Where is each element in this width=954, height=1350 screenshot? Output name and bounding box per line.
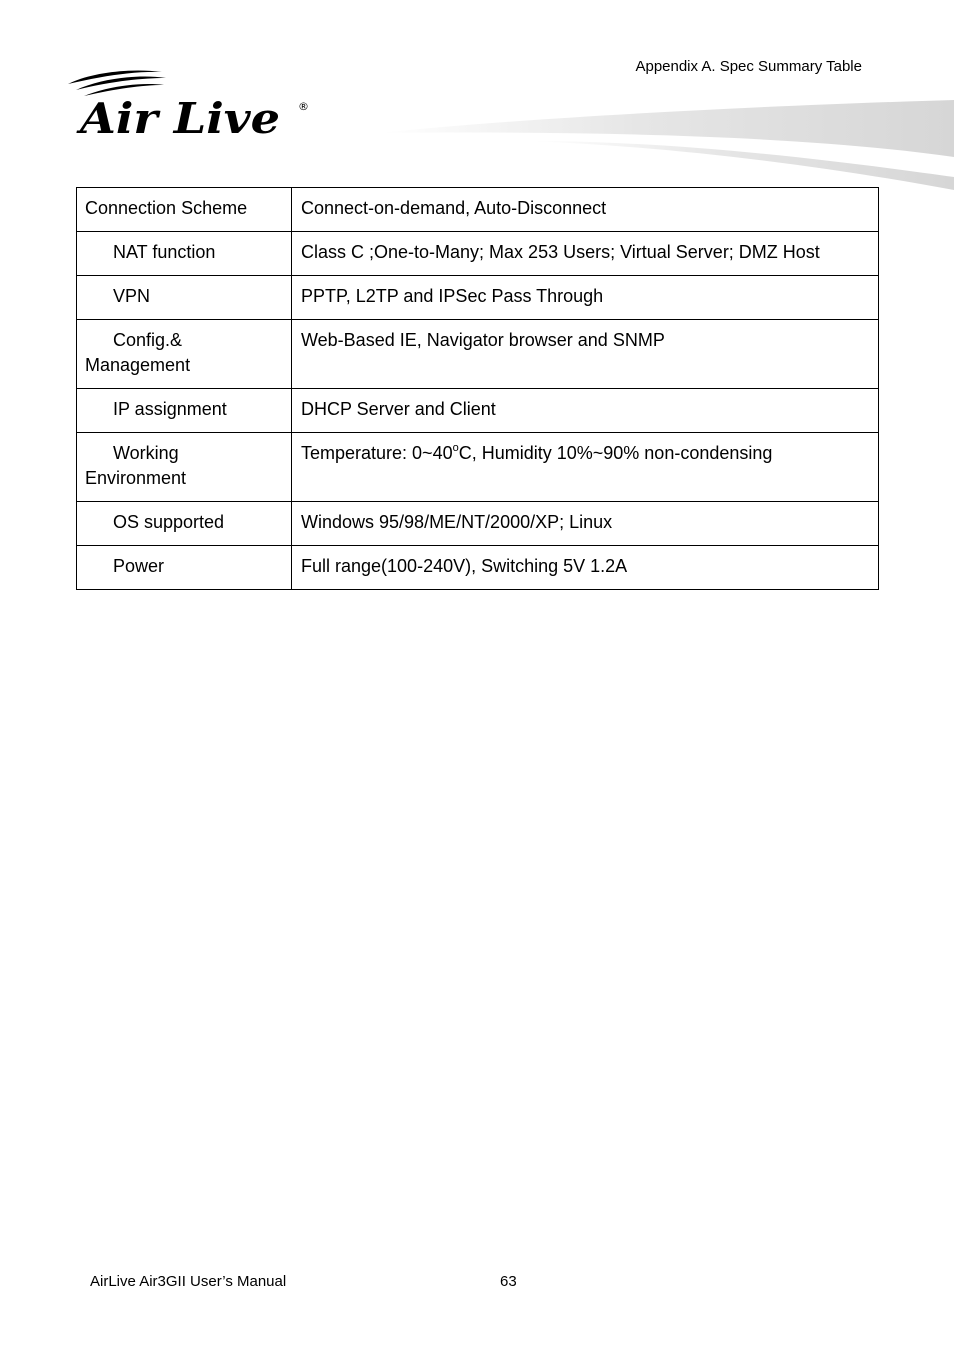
spec-value: Full range(100-240V), Switching 5V 1.2A xyxy=(292,546,879,590)
spec-value: Windows 95/98/ME/NT/2000/XP; Linux xyxy=(292,502,879,546)
spec-label: Config.& Management xyxy=(77,320,292,389)
footer-page-number: 63 xyxy=(500,1273,517,1290)
footer-manual-title: AirLive Air3GII User’s Manual xyxy=(90,1273,287,1290)
table-row xyxy=(77,276,879,320)
spec-value: PPTP, L2TP and IPSec Pass Through xyxy=(292,276,879,320)
spec-label: Connection Scheme xyxy=(77,188,292,232)
table-row xyxy=(77,188,879,232)
table-row xyxy=(77,320,879,389)
registered-mark: ® xyxy=(298,100,309,113)
spec-value: Class C ;One-to-Many; Max 253 Users; Virtual Server; DMZ Host xyxy=(292,232,879,276)
airlive-logo xyxy=(62,66,312,142)
spec-value: Connect-on-demand, Auto-Disconnect xyxy=(292,188,879,232)
spec-label: NAT function xyxy=(77,232,292,276)
table-row xyxy=(77,389,879,433)
spec-value: DHCP Server and Client xyxy=(292,389,879,433)
table-row xyxy=(77,502,879,546)
table-row xyxy=(77,546,879,590)
spec-summary-table xyxy=(76,187,879,590)
spec-value: Web-Based IE, Navigator browser and SNMP xyxy=(292,320,879,389)
logo-text: Air Live xyxy=(75,94,280,142)
spec-label: VPN xyxy=(77,276,292,320)
header-swoosh-decoration xyxy=(380,95,954,195)
spec-value: Temperature: 0~40$^o$C, Humidity 10%~90% non-condensing xyxy=(292,433,879,502)
spec-label: Power xyxy=(77,546,292,590)
spec-label: OS supported xyxy=(77,502,292,546)
spec-label: IP assignment xyxy=(77,389,292,433)
table-row xyxy=(77,232,879,276)
spec-label: Working Environment xyxy=(77,433,292,502)
page-header-title: Appendix A. Spec Summary Table xyxy=(635,58,862,75)
table-row xyxy=(77,433,879,502)
